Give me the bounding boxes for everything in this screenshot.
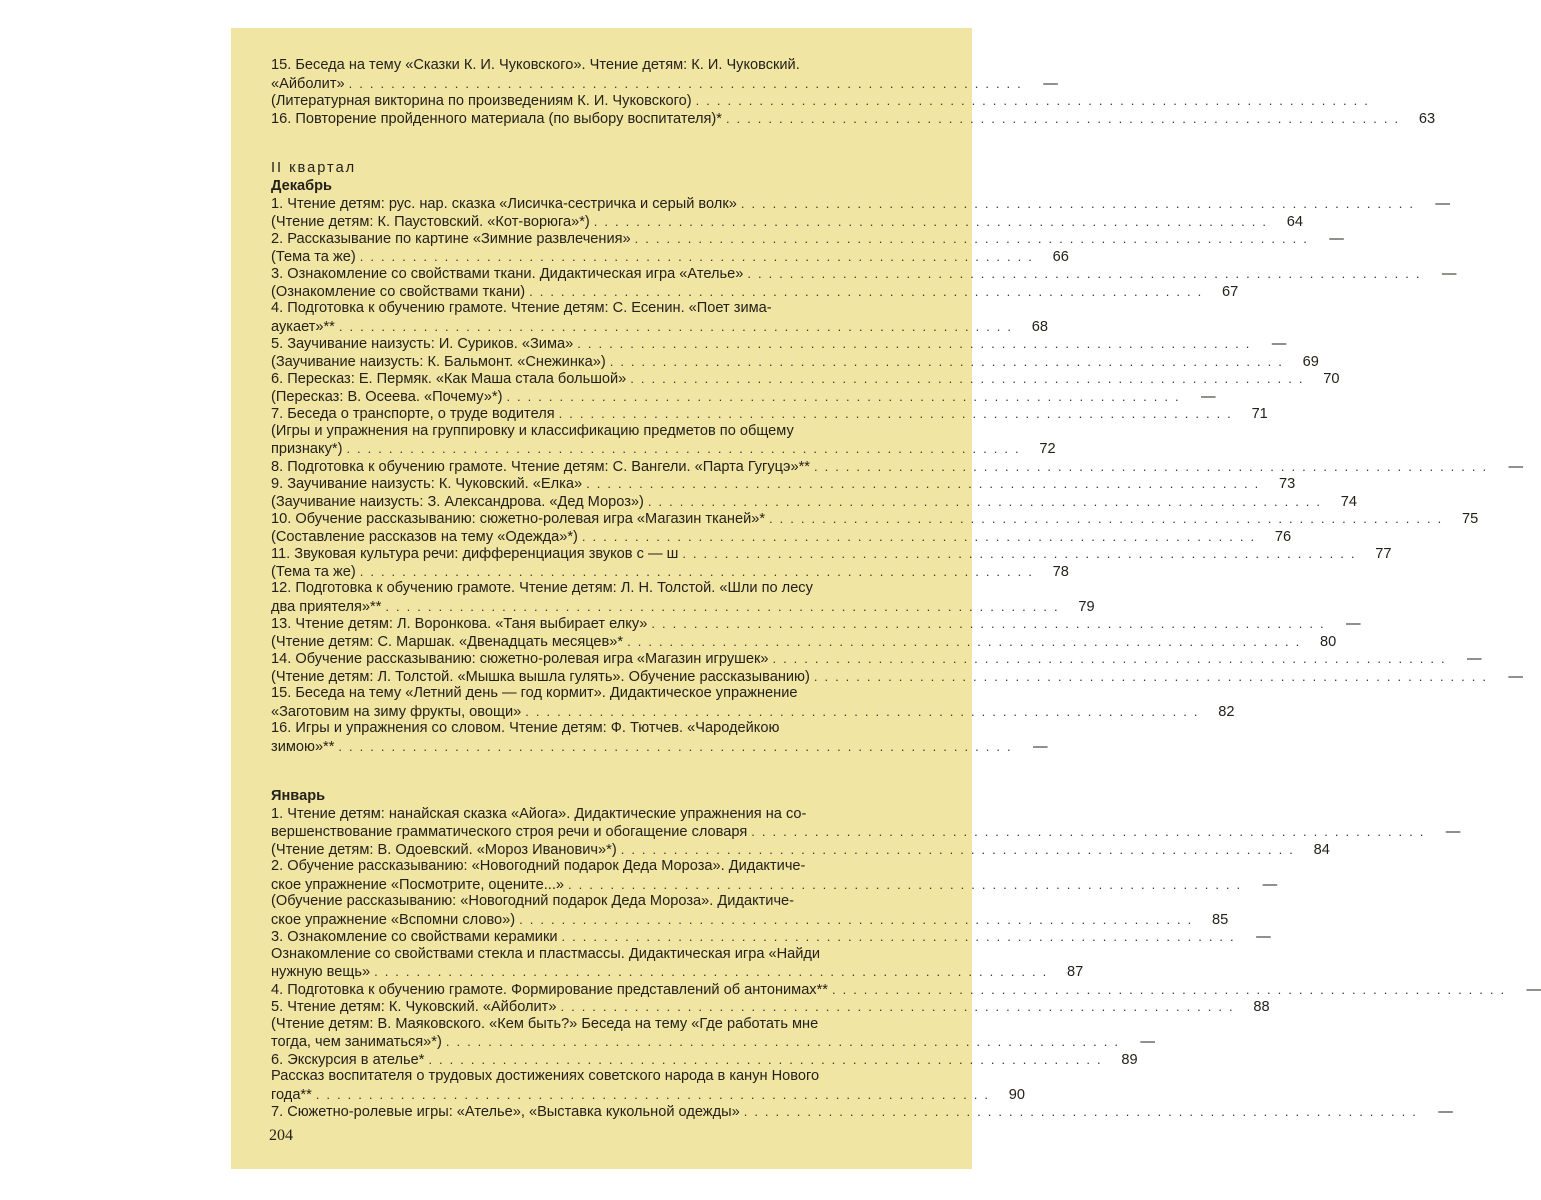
toc-entry [271,493,1358,511]
entry-page-number: — [1043,75,1058,92]
toc-entry [271,858,1278,893]
entry-page-number: 82 [1218,703,1235,720]
toc-entry-line [271,440,1056,458]
entry-text: 4. Подготовка к обучению грамоте. Формирование представлений об антонимах** [271,981,828,998]
toc-entry-line [271,370,1340,388]
entry-text: 10. Обучение рассказыванию: сюжетно-ролевая игра «Магазин тканей»* [271,511,766,527]
toc-entry-line [271,195,1450,213]
toc-entry-line [271,510,1479,528]
leader-dots: ................................................................ [348,75,1028,91]
toc-entry-line [271,318,1049,336]
entry-text: (Чтение детям: Л. Толстой. «Мышка вышла гулять». Обучение рассказыванию) [271,668,810,685]
toc-entry [271,545,1392,563]
leader-dots: ................................................................ [374,964,1054,979]
toc-entry-line [271,283,1239,301]
toc-entry-line [271,928,1271,946]
entry-page-number: 68 [1031,318,1049,335]
entry-text: года** [271,1086,312,1103]
toc-entry-line [271,998,1270,1016]
entry-text: 1. Чтение детям: рус. нар. сказка «Лисичка-сестричка и серый волк» [271,196,737,212]
entry-text: (Чтение детям: В. Маяковского. «Кем быть?» Беседа на тему «Где работать мне [271,1015,819,1032]
leader-dots: ................................................................ [529,283,1209,299]
entry-text: (Составление рассказов на тему «Одежда»*) [271,528,578,545]
section-gap [271,755,952,788]
toc-entry-line [271,1051,1138,1069]
entry-text: (Чтение детям: К. Паустовский. «Кот-ворюга»*) [271,213,590,230]
toc-entry-line [271,1103,1453,1121]
toc-entry [271,388,1216,406]
toc-entry [271,1015,1155,1051]
entry-text: (Пересказ: В. Осеева. «Почему»*) [271,388,503,405]
entry-text: зимою»** [271,738,335,755]
leader-dots: ................................................................ [560,999,1240,1014]
toc-entry-line [271,353,1319,371]
toc-entry-line [271,493,1358,511]
quarter-heading: II квартал [271,160,357,176]
entry-page-number: 87 [1067,964,1084,980]
entry-text: (Тема та же) [271,563,356,580]
toc-entry-line [271,580,952,598]
toc-entry [271,615,1361,633]
toc-entry-line [271,615,1361,633]
entry-text: 4. Подготовка к обучению грамоте. Чтение детям: С. Есенин. «Поет зима- [271,300,772,316]
entry-text: 1. Чтение детям: нанайская сказка «Айога». Дидактические упражнения на со- [271,805,807,822]
toc-entry [271,92,1375,110]
toc-entry [271,580,1095,615]
toc-entry-line [271,893,952,911]
entry-page-number: — [1435,196,1450,212]
leader-dots: ................................................................ [338,318,1019,334]
entry-page-number: — [1256,929,1271,945]
toc-entry-line [271,475,1296,493]
book-page [231,28,1541,1169]
toc-entry [271,945,1084,981]
toc-entry [271,685,1235,720]
entry-page-number: 73 [1279,476,1296,492]
entry-page-number: 71 [1251,406,1268,422]
toc-entry-line [271,458,1524,476]
january-item-list [271,805,1541,1121]
leader-dots: ................................................................ [831,981,1512,997]
entry-page-number: — [1526,981,1541,998]
leader-dots: ................................................................ [359,563,1039,579]
leader-dots: ................................................................ [385,598,1065,614]
toc-entry [271,563,1069,581]
toc-entry [271,422,1056,458]
toc-entry [271,981,1541,999]
toc-entry [271,841,1330,859]
entry-page-number: — [1329,231,1344,247]
leader-dots: ................................................................ [813,458,1494,474]
entry-text: 2. Рассказывание по картине «Зимние развлечения» [271,231,631,247]
entry-text: (Тема та же) [271,248,356,265]
entry-text: «Заготовим на зиму фрукты, овощи» [271,703,522,720]
toc-entry [271,668,1523,686]
entry-page-number: 85 [1212,911,1229,928]
entry-text: 14. Обучение рассказыванию: сюжетно-ролевая игра «Магазин игрушек» [271,651,769,667]
toc-entry [271,475,1296,493]
leader-dots: ................................................................ [634,231,1314,246]
toc-entry [271,720,1048,755]
toc-entry [271,335,1287,353]
toc-entry-line [271,858,952,876]
leader-dots: ................................................................ [586,476,1266,491]
entry-page-number: — [1441,266,1457,282]
toc-entry [271,283,1239,301]
entry-text: вершенствование грамматического строя речи и обогащение словаря [271,824,748,840]
leader-dots: ................................................................ [751,824,1431,839]
entry-text: 6. Экскурсия в ателье* [271,1051,425,1068]
toc-entry-line [271,946,952,964]
toc-entry [271,1068,1025,1103]
entry-text: ское упражнение «Вспомни слово») [271,911,516,928]
entry-page-number: 72 [1039,441,1056,457]
table-of-contents [271,57,1541,1121]
toc-entry-line [271,423,952,441]
entry-page-number: 70 [1323,371,1340,387]
toc-entry-line [271,300,952,318]
toc-entry [271,893,1229,928]
entry-text: (Чтение детям: С. Маршак. «Двенадцать месяцев»* [271,633,624,650]
leader-dots: ................................................................ [695,93,1375,108]
entry-page-number: 63 [1418,110,1436,127]
december-item-list [271,195,1524,755]
entry-text: 12. Подготовка к обучению грамоте. Чтение детям: Л. Н. Толстой. «Шли по лесу [271,580,813,596]
toc-entry [271,1103,1453,1121]
leader-dots: ................................................................ [630,371,1310,386]
entry-text: 3. Ознакомление со свойствами ткани. Дидактическая игра «Ателье» [271,266,744,282]
leader-dots: ................................................................ [346,441,1026,456]
entry-page-number: — [1345,616,1361,632]
leader-dots: ................................................................ [747,266,1427,281]
entry-text: (Заучивание наизусть: З. Александрова. «Дед Мороз») [271,493,644,510]
entry-text: 15. Беседа на тему «Летний день — год кормит». Дидактическое упражнение [271,685,798,701]
entry-text: 16. Повторение пройденного материала (по выбору воспитателя)* [271,110,722,127]
leader-dots: ................................................................ [577,336,1257,351]
entry-text: 3. Ознакомление со свойствами керамики [271,929,558,945]
entry-text: 16. Игры и упражнения со словом. Чтение детям: Ф. Тютчев. «Чародейкою [271,720,780,736]
page-number: 204 [269,1127,293,1144]
entry-text: признаку*) [271,441,343,457]
toc-entry [271,248,1069,266]
toc-entry-line [271,738,1048,756]
entry-text: 7. Сюжетно-ролевые игры: «Ателье», «Выставка кукольной одежды» [271,1104,740,1120]
entry-text: (Литературная викторина по произведениям К. И. Чуковского) [271,93,692,109]
toc-entry [271,650,1482,668]
leader-dots: ................................................................ [359,248,1039,264]
toc-entry [271,370,1340,388]
toc-entry-line [271,57,952,75]
toc-entry-line [271,388,1216,406]
toc-entry-line [271,1068,952,1086]
toc-entry-line [271,720,952,738]
leader-dots: ................................................................ [581,528,1262,544]
entry-page-number: — [1032,738,1048,755]
toc-entry-line [271,75,1058,93]
toc-entry-line [271,265,1457,283]
december-heading: Декабрь [271,177,333,194]
toc-entry-line [271,92,1375,110]
toc-entry-line [271,1016,952,1034]
entry-page-number: — [1438,1104,1453,1120]
toc-entry-line [271,563,1069,581]
entry-text: тогда, чем заниматься»*) [271,1034,442,1050]
toc-entry-line [271,823,1461,841]
leader-dots: ................................................................ [651,616,1331,631]
toc-entry-line [271,110,1436,128]
toc-entry [271,230,1344,248]
toc-entry [271,458,1524,476]
toc-entry-line [271,633,1337,651]
entry-text: (Игры и упражнения на группировку и классификацию предметов по общему [271,422,794,439]
entry-page-number: — [1467,651,1482,667]
leader-dots: ................................................................ [813,668,1493,684]
entry-text: аукает»** [271,318,335,335]
entry-text: (Заучивание наизусть: К. Бальмонт. «Снежинка») [271,353,606,370]
entry-text: нужную вещь» [271,964,371,980]
entry-page-number: 80 [1320,633,1337,650]
toc-entry [271,213,1303,231]
entry-text: (Ознакомление со свойствами ткани) [271,283,526,300]
toc-entry-line [271,668,1523,686]
entry-page-number: 64 [1286,213,1303,230]
leader-dots: ................................................................ [620,841,1300,857]
leader-dots: ................................................................ [315,1086,995,1102]
entry-text: 11. Звуковая культура речи: дифференциация звуков с — ш [271,546,679,562]
toc-entry-line [271,1033,1155,1051]
leader-dots: ................................................................ [525,703,1205,719]
entry-text: (Обучение рассказыванию: «Новогодний подарок Деда Мороза». Дидактиче- [271,893,795,909]
entry-text: 5. Заучивание наизусть: И. Суриков. «Зима» [271,336,574,352]
toc-entry-line [271,1086,1025,1104]
entry-text: 7. Беседа о транспорте, о труде водителя [271,406,555,422]
leader-dots: ................................................................ [682,546,1362,561]
entry-text: два приятеля»** [271,598,382,615]
january-heading: Январь [271,788,326,804]
entry-page-number: 88 [1253,999,1270,1015]
toc-entry-line [271,335,1287,353]
entry-page-number: 69 [1302,353,1319,370]
leader-dots: ................................................................ [769,511,1449,526]
toc-entry-line [271,911,1229,929]
toc-entry-line [271,963,1084,981]
leader-dots: ................................................................ [609,353,1289,369]
entry-page-number: 76 [1274,528,1292,545]
toc-entry-line [271,213,1303,231]
leader-dots: ................................................................ [428,1051,1108,1067]
entry-page-number: 89 [1121,1051,1138,1068]
leader-dots: ................................................................ [506,388,1186,404]
entry-page-number: — [1271,336,1287,352]
entry-text: 13. Чтение детям: Л. Воронкова. «Таня выбирает елку» [271,616,648,632]
toc-entry-line [271,598,1095,616]
toc-entry-line [271,230,1344,248]
entry-page-number: 79 [1078,598,1095,615]
toc-entry [271,195,1450,213]
entry-text: 9. Заучивание наизусть: К. Чуковский. «Елка» [271,476,583,492]
toc-entry [271,300,1049,335]
toc-entry [271,998,1270,1016]
entry-text: 6. Пересказ: Е. Пермяк. «Как Маша стала большой» [271,371,627,387]
entry-text: Рассказ воспитателя о трудовых достижениях советского народа в канун Нового [271,1068,820,1084]
section-gap [271,127,952,160]
leader-dots: ................................................................ [593,213,1273,229]
toc-entry [271,510,1479,528]
entry-page-number: 90 [1008,1086,1025,1103]
leader-dots: ................................................................ [647,493,1328,509]
leader-dots: ................................................................ [627,633,1307,649]
entry-text: 15. Беседа на тему «Сказки К. И. Чуковского». Чтение детям: К. И. Чуковский. [271,57,800,73]
entry-text: 2. Обучение рассказыванию: «Новогодний подарок Деда Мороза». Дидактиче- [271,858,806,874]
entry-page-number: 77 [1375,546,1392,562]
toc-entry [271,633,1337,651]
toc-entry-line [271,685,952,703]
entry-page-number: — [1445,824,1461,840]
leader-dots: ................................................................ [519,911,1199,927]
leader-dots: ................................................................ [445,1034,1125,1049]
toc-entry [271,1051,1138,1069]
toc-entry [271,805,1461,841]
top-item-list [271,57,1436,127]
toc-entry-line [271,703,1235,721]
toc-entry-line [271,841,1330,859]
entry-page-number: — [1508,668,1523,685]
leader-dots: ................................................................ [558,406,1238,421]
entry-text: «Айболит» [271,75,345,92]
leader-dots: ................................................................ [740,196,1420,211]
toc-entry [271,265,1457,283]
leader-dots: ................................................................ [568,876,1248,892]
entry-text: Ознакомление со свойствами стекла и пластмассы. Дидактическая игра «Найди [271,945,821,962]
toc-entry-line [271,876,1278,894]
entry-page-number: 74 [1340,493,1358,510]
toc-entry-line [271,806,952,824]
entry-page-number: — [1201,388,1216,405]
leader-dots: ................................................................ [561,929,1241,944]
toc-entry [271,405,1268,423]
toc-entry-line [271,650,1482,668]
entry-page-number: 66 [1052,248,1069,265]
toc-entry [271,353,1319,371]
entry-page-number: 75 [1461,511,1479,527]
toc-entry-line [271,981,1541,999]
entry-page-number: 84 [1313,841,1330,858]
entry-text: 8. Подготовка к обучению грамоте. Чтение детям: С. Вангели. «Парта Гугуцэ»** [271,458,810,475]
leader-dots: ................................................................ [772,651,1452,666]
entry-page-number: — [1140,1034,1155,1050]
toc-entry [271,110,1436,128]
leader-dots: ................................................................ [743,1104,1423,1119]
entry-text: (Чтение детям: В. Одоевский. «Мороз Иванович»*) [271,841,617,858]
toc-entry-line [271,405,1268,423]
entry-page-number: — [1262,876,1278,893]
toc-entry [271,528,1292,546]
toc-entry-line [271,248,1069,266]
toc-entry [271,928,1271,946]
entry-page-number: 67 [1222,283,1239,300]
toc-entry-line [271,528,1292,546]
entry-text: 5. Чтение детям: К. Чуковский. «Айболит» [271,999,557,1015]
leader-dots: ................................................................ [725,110,1406,126]
entry-page-number: — [1508,458,1524,475]
entry-text: ское упражнение «Посмотрите, оцените...» [271,876,564,893]
toc-entry-line [271,545,1392,563]
toc-entry [271,57,1058,92]
entry-page-number: 78 [1052,563,1069,580]
leader-dots: ................................................................ [338,738,1018,754]
